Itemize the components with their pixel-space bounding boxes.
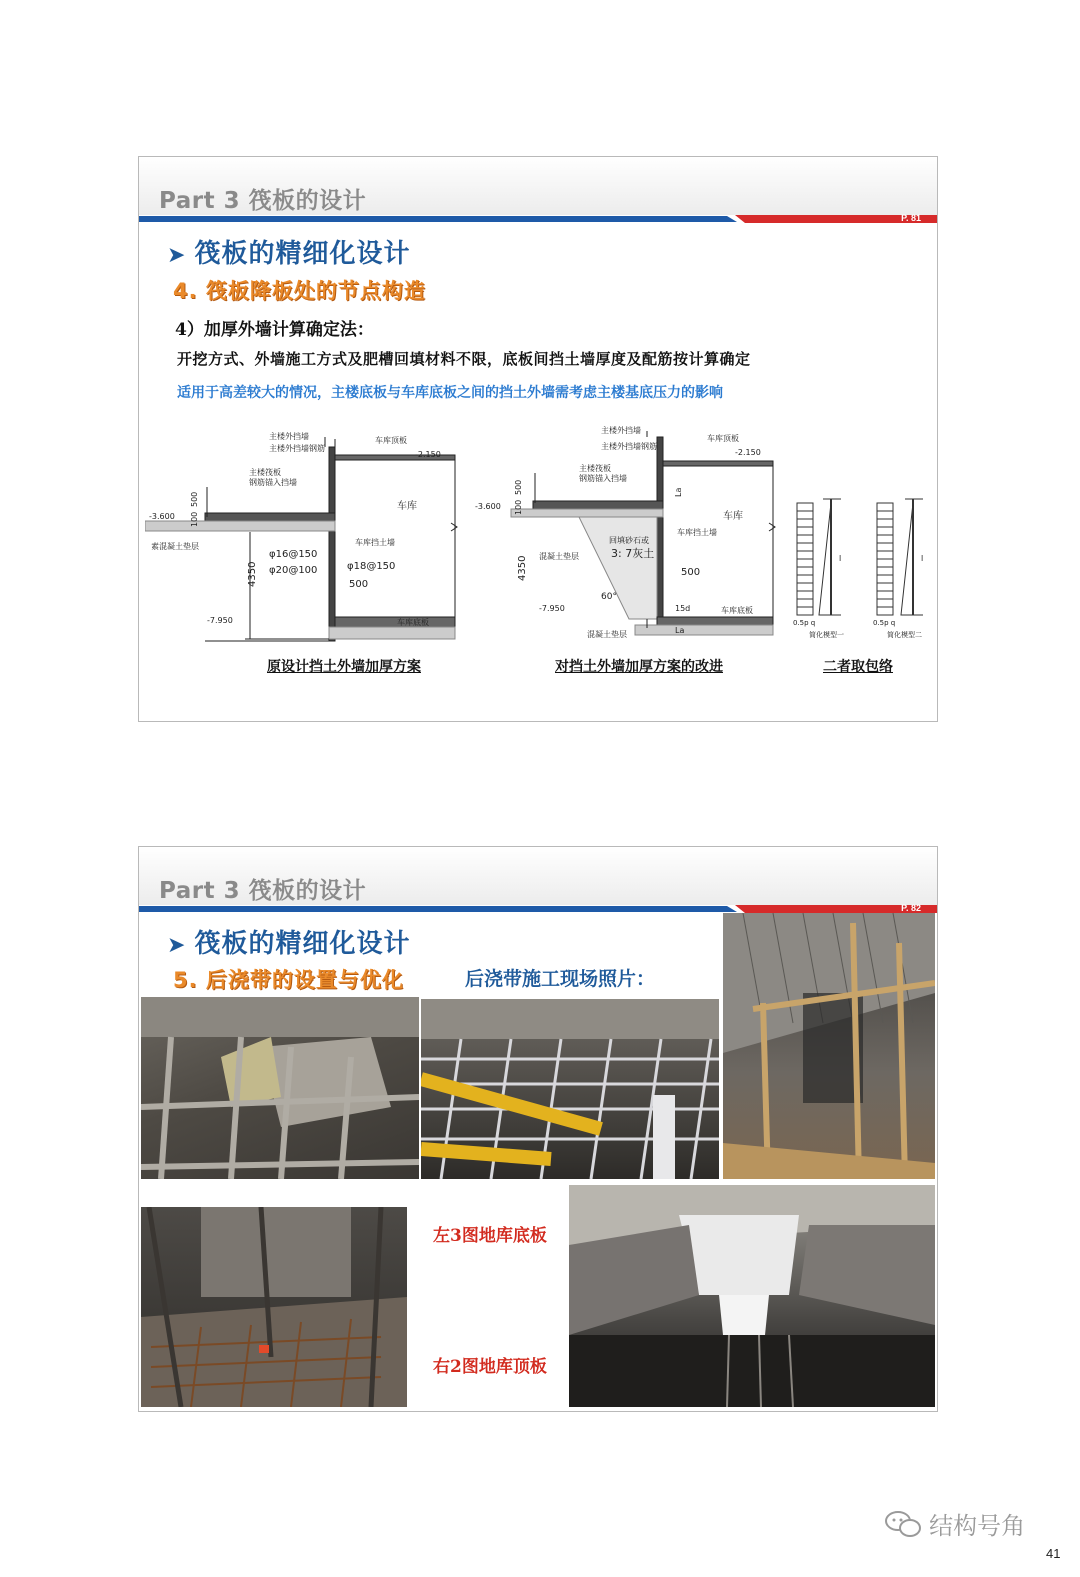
svg-text:车库底板: 车库底板	[397, 618, 429, 627]
svg-text:简化模型二: 简化模型二	[887, 631, 922, 639]
svg-text:4350: 4350	[247, 561, 258, 587]
svg-text:-3.600: -3.600	[475, 502, 501, 511]
photo-post-pour-strip-rebar	[141, 997, 419, 1179]
photo-scaffolding	[723, 913, 935, 1179]
slide-p82	[138, 846, 938, 1412]
caption-improved: 对挡土外墙加厚方案的改进	[555, 659, 723, 675]
diagram-improved-design	[471, 423, 781, 649]
diagram-simplified-models	[789, 491, 935, 647]
svg-text:0.5p q: 0.5p q	[873, 619, 896, 627]
svg-text:500: 500	[681, 567, 701, 578]
chat-bubbles-icon	[884, 1509, 924, 1539]
svg-text:100: 100	[514, 499, 523, 515]
svg-text:主楼外挡墙: 主楼外挡墙	[269, 432, 309, 441]
svg-text:车库: 车库	[397, 501, 417, 512]
svg-text:-2.150: -2.150	[415, 450, 441, 459]
svg-text:φ16@150: φ16@150	[269, 549, 318, 560]
svg-text:-2.150: -2.150	[735, 448, 761, 457]
svg-text:钢筋锚入挡墙: 钢筋锚入挡墙	[579, 474, 627, 483]
svg-text:车库挡土墙: 车库挡土墙	[677, 528, 717, 537]
svg-text:0.5p q: 0.5p q	[793, 619, 816, 627]
svg-text:60°: 60°	[601, 592, 617, 602]
caption-envelope: 二者取包络	[823, 659, 893, 675]
svg-text:主楼筏板: 主楼筏板	[579, 464, 611, 473]
part-title: Part 3 筏板的设计	[159, 878, 367, 904]
page-number-label: P. 81	[901, 213, 921, 223]
svg-text:车库挡土墙: 车库挡土墙	[355, 538, 395, 547]
svg-text:La: La	[675, 626, 685, 635]
svg-text:车库顶板: 车库顶板	[707, 434, 739, 443]
svg-text:素混凝土垫层: 素混凝土垫层	[151, 542, 199, 551]
brand-watermark	[884, 1506, 1025, 1541]
svg-text:15d: 15d	[675, 604, 691, 613]
subsection-heading: 4. 筏板降板处的节点构造	[173, 279, 426, 303]
svg-text:车库顶板: 车库顶板	[375, 436, 407, 445]
svg-text:混凝土垫层: 混凝土垫层	[587, 630, 627, 639]
svg-text:La: La	[674, 487, 683, 497]
photo-section-title: 后浇带施工现场照片：	[465, 968, 656, 990]
caption-original: 原设计挡土外墙加厚方案	[267, 659, 421, 675]
subsection-heading: 5. 后浇带的设置与优化	[173, 968, 404, 992]
photo-basement-floor-slab	[141, 1207, 407, 1407]
svg-text:100: 100	[190, 511, 199, 527]
slide-p81	[138, 156, 938, 722]
page-number-label: P. 82	[901, 903, 921, 913]
svg-text:4350: 4350	[517, 555, 528, 581]
brand-name: 结构号角	[929, 1512, 1026, 1540]
method-note: 适用于高差较大的情况，主楼底板与车库底板之间的挡土外墙需考虑主楼基底压力的影响	[177, 385, 723, 401]
svg-text:混凝土垫层: 混凝土垫层	[539, 552, 579, 561]
svg-text:φ18@150: φ18@150	[347, 561, 396, 572]
photo-garage-roof-slab	[569, 1185, 935, 1407]
svg-text:车库底板: 车库底板	[721, 606, 753, 615]
svg-text:-7.950: -7.950	[539, 604, 565, 613]
label-right-photos: 右2图地库顶板	[433, 1357, 547, 1377]
section-heading: ➤ 筏板的精细化设计	[167, 239, 411, 269]
photo-rebar-yellow-pipes	[421, 999, 719, 1179]
header-stripe	[139, 905, 937, 913]
svg-text:3: 7灰土: 3: 7灰土	[611, 547, 655, 560]
svg-text:-7.950: -7.950	[207, 616, 233, 625]
svg-text:主楼外挡墙钢筋: 主楼外挡墙钢筋	[601, 442, 657, 451]
arrow-icon: ➤	[167, 243, 187, 268]
arrow-icon: ➤	[167, 933, 187, 958]
svg-text:简化模型一: 简化模型一	[809, 631, 844, 639]
section-heading: ➤ 筏板的精细化设计	[167, 929, 411, 959]
svg-text:φ20@100: φ20@100	[269, 565, 318, 576]
method-description: 开挖方式、外墙施工方式及肥槽回填材料不限，底板间挡土墙厚度及配筋按计算确定	[177, 350, 751, 368]
method-title: 4）加厚外墙计算确定法：	[175, 320, 374, 340]
svg-text:500: 500	[349, 579, 369, 590]
svg-text:主楼筏板: 主楼筏板	[249, 468, 281, 477]
svg-text:钢筋锚入挡墙: 钢筋锚入挡墙	[249, 478, 297, 487]
svg-text:主楼外挡墙: 主楼外挡墙	[601, 426, 641, 435]
part-title: Part 3 筏板的设计	[159, 188, 367, 214]
svg-text:主楼外挡墙钢筋: 主楼外挡墙钢筋	[269, 444, 325, 453]
document-page-number: 41	[1046, 1546, 1061, 1561]
svg-text:l: l	[839, 554, 842, 563]
svg-text:500: 500	[190, 491, 199, 507]
svg-text:500: 500	[514, 479, 523, 495]
svg-text:车库: 车库	[723, 511, 743, 522]
svg-text:l: l	[921, 554, 924, 563]
svg-text:-3.600: -3.600	[149, 512, 175, 521]
header-stripe	[139, 215, 937, 223]
svg-text:回填砂石或: 回填砂石或	[609, 536, 649, 545]
diagram-original-design	[145, 427, 465, 649]
label-left-photos: 左3图地库底板	[433, 1226, 547, 1246]
